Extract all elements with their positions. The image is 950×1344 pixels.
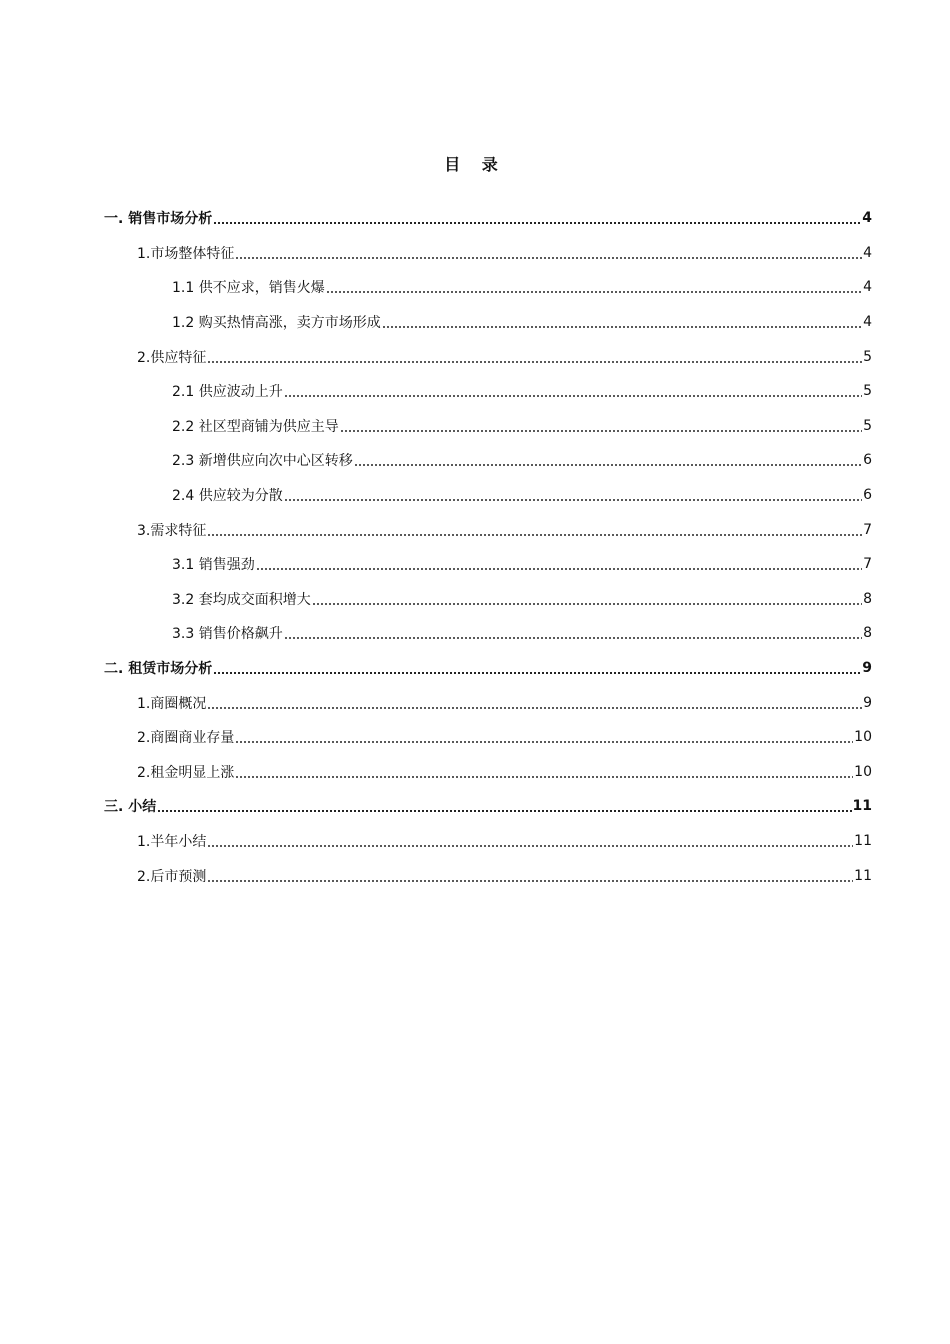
toc-entry-text: 2.供应特征 <box>137 349 207 366</box>
toc-entry[interactable] <box>0 789 950 824</box>
toc-entry[interactable] <box>0 616 950 651</box>
toc-leader-dots <box>284 395 862 397</box>
toc-leader-dots <box>235 776 853 778</box>
toc-entry[interactable] <box>0 339 950 374</box>
toc-entry-text: 1.2 购买热情高涨，卖方市场形成 <box>172 315 381 332</box>
toc-leader-dots <box>284 499 862 501</box>
toc-page-number: 6 <box>863 487 872 504</box>
toc-page-number: 4 <box>863 279 872 296</box>
toc-entry[interactable] <box>0 824 950 859</box>
toc-page-number: 10 <box>854 729 872 746</box>
toc-leader-dots <box>207 361 862 363</box>
toc-entry-text: 二. 租赁市场分析 <box>104 661 213 678</box>
toc-page-number: 4 <box>863 244 872 261</box>
toc-entry[interactable] <box>0 374 950 409</box>
toc-entry-text: 1.1 供不应求，销售火爆 <box>172 280 325 297</box>
toc-leader-dots <box>312 603 862 605</box>
toc-leader-dots <box>284 637 862 639</box>
toc-entry[interactable] <box>0 512 950 547</box>
toc-title: 目 录 <box>444 155 506 174</box>
toc-entry-text: 2.后市预测 <box>137 868 207 885</box>
table-of-contents <box>0 201 950 893</box>
toc-leader-dots <box>207 707 862 709</box>
toc-entry[interactable] <box>0 305 950 340</box>
toc-leader-dots <box>256 568 862 570</box>
toc-page-number: 11 <box>854 867 872 884</box>
toc-entry[interactable] <box>0 270 950 305</box>
toc-entry-text: 一. 销售市场分析 <box>104 211 213 228</box>
toc-entry[interactable] <box>0 547 950 582</box>
toc-page-number: 9 <box>862 660 872 677</box>
toc-leader-dots <box>207 880 853 882</box>
toc-entry[interactable] <box>0 755 950 790</box>
toc-entry-text: 3.1 销售强劲 <box>172 557 255 574</box>
toc-leader-dots <box>340 430 862 432</box>
toc-page-number: 5 <box>863 383 872 400</box>
toc-entry-text: 2.3 新增供应向次中心区转移 <box>172 453 353 470</box>
toc-page-number: 5 <box>863 348 872 365</box>
toc-leader-dots <box>354 464 862 466</box>
toc-leader-dots <box>213 672 861 674</box>
toc-entry[interactable] <box>0 201 950 236</box>
toc-entry-text: 3.2 套均成交面积增大 <box>172 591 311 608</box>
toc-leader-dots <box>235 741 853 743</box>
toc-leader-dots <box>235 257 862 259</box>
toc-page-number: 5 <box>863 417 872 434</box>
toc-entry-text: 三. 小结 <box>104 799 157 816</box>
toc-entry-text: 1.商圈概况 <box>137 695 207 712</box>
toc-entry-text: 2.租金明显上涨 <box>137 764 235 781</box>
toc-page-number: 11 <box>854 832 872 849</box>
toc-page-number: 9 <box>863 694 872 711</box>
toc-entry[interactable] <box>0 651 950 686</box>
toc-leader-dots <box>207 534 862 536</box>
toc-page-number: 8 <box>863 625 872 642</box>
toc-page-number: 7 <box>863 556 872 573</box>
toc-entry-text: 2.4 供应较为分散 <box>172 488 283 505</box>
toc-leader-dots <box>382 326 862 328</box>
toc-entry-text: 1.市场整体特征 <box>137 245 235 262</box>
toc-entry-text: 1.半年小结 <box>137 833 207 850</box>
toc-page-number: 7 <box>863 521 872 538</box>
toc-leader-dots <box>157 810 851 812</box>
toc-entry[interactable] <box>0 478 950 513</box>
toc-entry-text: 3.需求特征 <box>137 522 207 539</box>
toc-leader-dots <box>326 291 862 293</box>
toc-page-number: 10 <box>854 763 872 780</box>
toc-entry[interactable] <box>0 236 950 271</box>
toc-page-number: 4 <box>862 210 872 227</box>
toc-page-number: 8 <box>863 590 872 607</box>
toc-page-number: 6 <box>863 452 872 469</box>
toc-leader-dots <box>213 222 861 224</box>
toc-page-number: 4 <box>863 314 872 331</box>
toc-entry-text: 3.3 销售价格飙升 <box>172 626 283 643</box>
toc-entry[interactable] <box>0 685 950 720</box>
toc-entry[interactable] <box>0 443 950 478</box>
toc-entry-text: 2.1 供应波动上升 <box>172 384 283 401</box>
toc-entry[interactable] <box>0 409 950 444</box>
toc-entry[interactable] <box>0 582 950 617</box>
toc-entry[interactable] <box>0 720 950 755</box>
toc-leader-dots <box>207 845 853 847</box>
toc-entry-text: 2.商圈商业存量 <box>137 730 235 747</box>
toc-page-number: 11 <box>852 798 872 815</box>
toc-entry[interactable] <box>0 858 950 893</box>
toc-entry-text: 2.2 社区型商铺为供应主导 <box>172 418 339 435</box>
